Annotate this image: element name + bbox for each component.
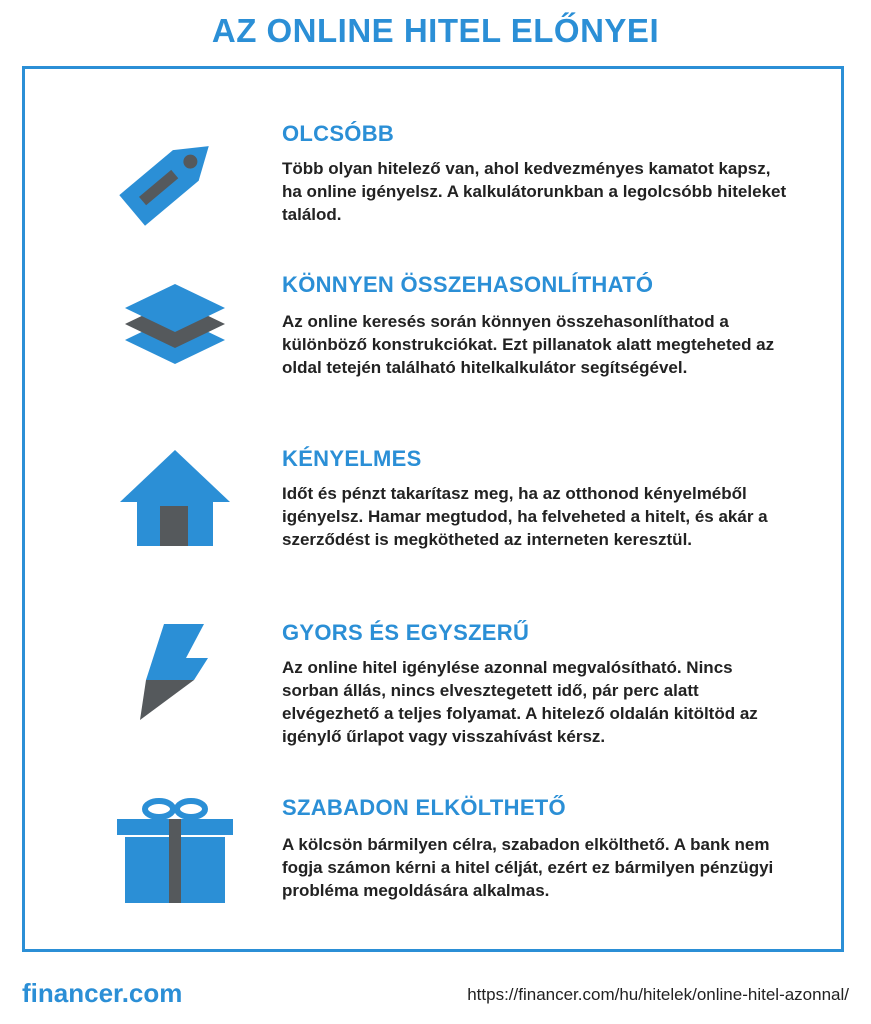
item-body: A kölcsön bármilyen célra, szabadon elkölthető. A bank nem fogja számon kérni a hitel célját, ezért ez bármilyen pénzügyi probléma megoldására alkalmas.: [282, 835, 774, 900]
item-heading: KÉNYELMES: [282, 446, 422, 471]
page-title: AZ ONLINE HITEL ELŐNYEI: [211, 12, 660, 49]
item-heading: OLCSÓBB: [282, 121, 395, 146]
item-body: Több olyan hitelező van, ahol kedvezményes kamatot kapsz, ha online igényelsz. A kalkulátorunkban a legolcsóbb hiteleket találod.: [282, 159, 787, 224]
financer-logo[interactable]: financer.com: [22, 978, 183, 1008]
item-heading: SZABADON ELKÖLTHETŐ: [282, 795, 566, 820]
item-body: Az online keresés során könnyen összehasonlíthatod a különböző konstrukciókat. Ezt pillanatok alatt megteheted az oldal tetején található hitelkalkulátor segítségével.: [282, 312, 775, 377]
lightning-icon: [120, 618, 240, 728]
item-body: Időt és pénzt takarítasz meg, ha az otthonod kényelméből igényelsz. Hamar megtudod, ha felveheted a hitelt, és akár a szerződést is megkötheted az interneten keresztül.: [282, 484, 768, 549]
item-heading: GYORS ÉS EGYSZERŰ: [282, 620, 530, 645]
source-url[interactable]: https://financer.com/hu/hitelek/online-hitel-azonnal/: [467, 985, 849, 1004]
item-body: Az online hitel igénylése azonnal megvalósítható. Nincs sorban állás, nincs elvesztegetett idő, pár perc alatt elvégezhető a teljes folyamat. A hitelező oldalán kitöltöd az igénylő űrlapot vagy visszahívást kérsz.: [282, 658, 758, 746]
house-icon: [115, 446, 235, 556]
layers-icon: [115, 280, 235, 390]
item-heading: KÖNNYEN ÖSSZEHASONLÍTHATÓ: [282, 272, 654, 297]
gift-icon: [115, 795, 235, 905]
price-tag-icon: [112, 122, 232, 232]
